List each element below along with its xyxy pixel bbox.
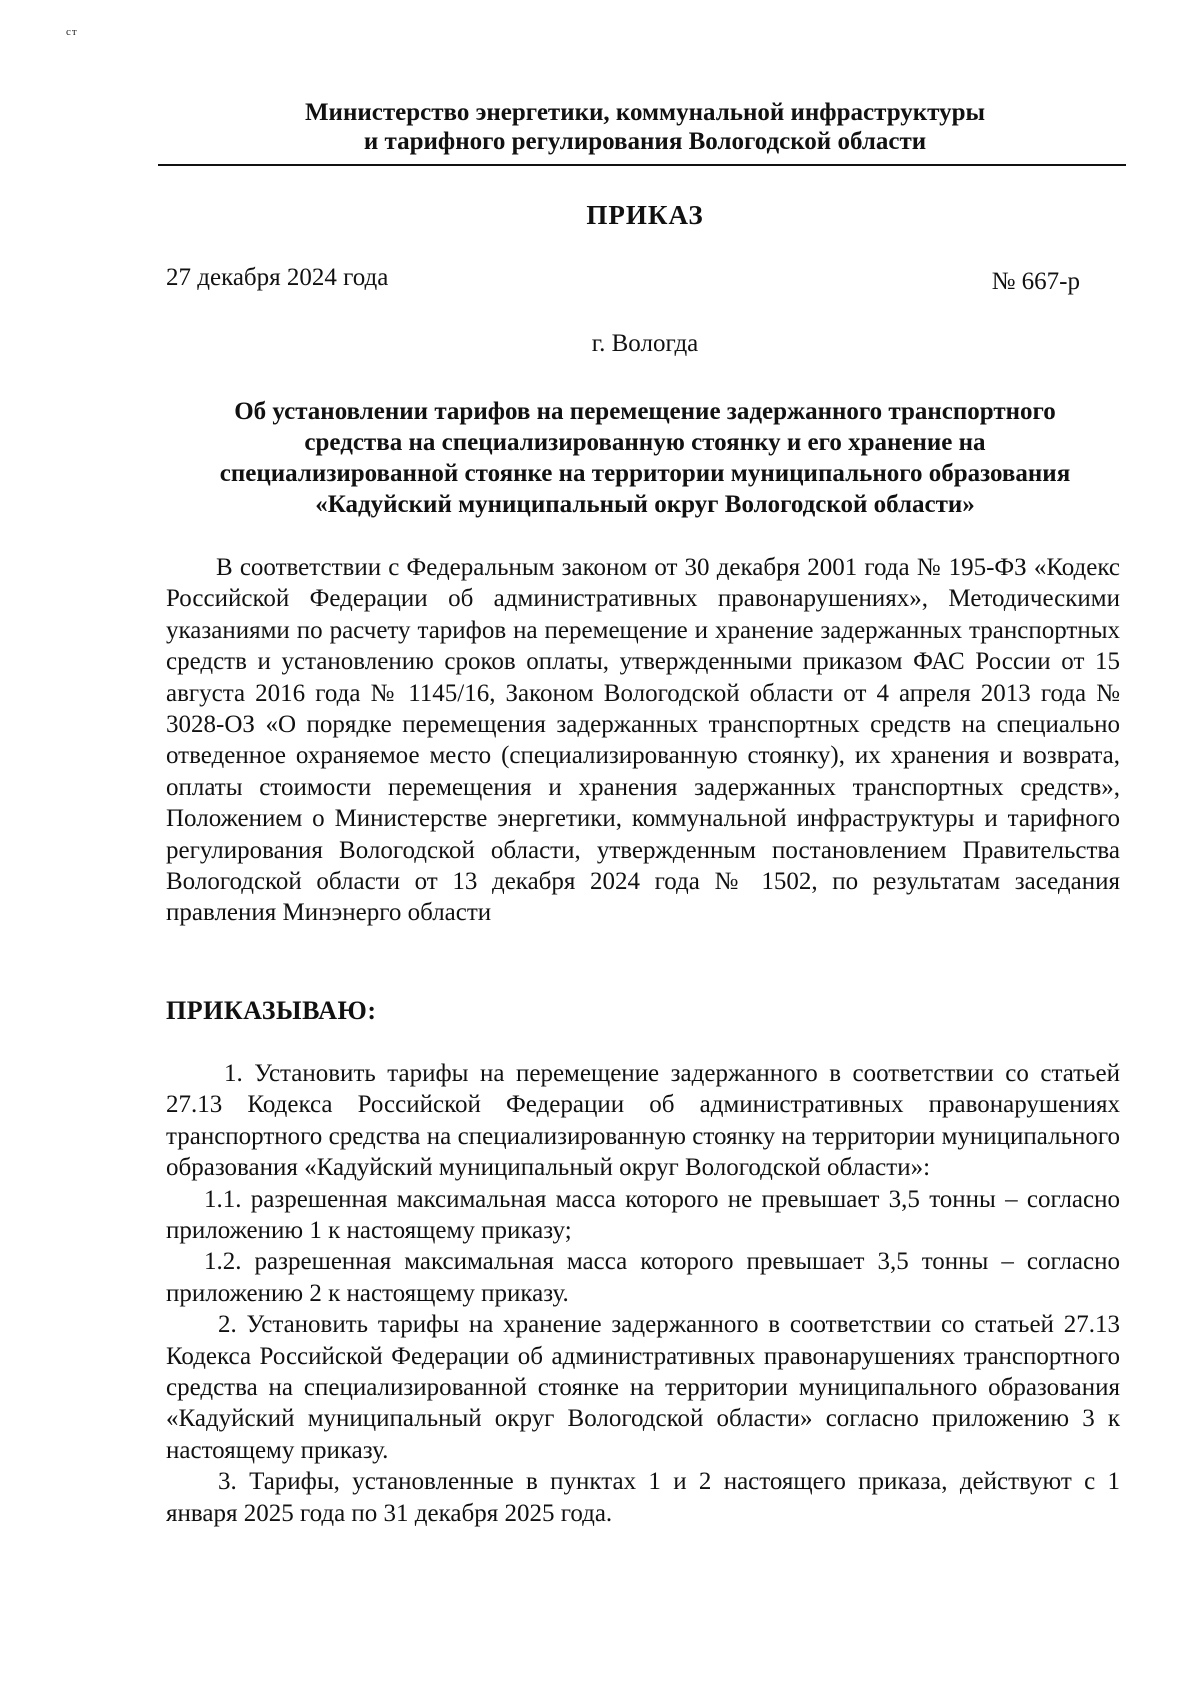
order-title-line-1: Об установлении тарифов на перемещение задержанного транспортного	[234, 398, 1056, 425]
order-item-1-1: 1.1. разрешенная максимальная масса которого не превышает 3,5 тонны – согласно приложению 1 к настоящему приказу;	[166, 1185, 1120, 1245]
order-items	[166, 1058, 1120, 1529]
ministry-name-line-1: Министерство энергетики, коммунальной инфраструктуры	[304, 99, 986, 126]
order-directive: ПРИКАЗЫВАЮ:	[166, 996, 377, 1025]
corner-mark: ст	[66, 26, 78, 38]
order-number: № 667-р	[991, 268, 1080, 295]
preamble	[166, 552, 1120, 929]
order-title-line-3: специализированной стоянке на территории муниципального образования	[219, 460, 1071, 487]
document-type: ПРИКАЗ	[586, 200, 704, 230]
order-title-line-2: средства на специализированную стоянку и его хранение на	[304, 429, 986, 456]
ministry-name	[160, 98, 1130, 156]
order-item-1: 1. Установить тарифы на перемещение задержанного в соответствии со статьей 27.13 Кодекса Российской Федерации об административных правонарушениях транспортного средства на специализированную стоянку на территории муниципального образования «Кадуйский муниципальный округ Вологодской области»:	[166, 1060, 1120, 1182]
preamble-paragraph: В соответствии с Федеральным законом от 30 декабря 2001 года № 195-ФЗ «Кодекс Российской Федерации об административных правонарушениях», Методическими указаниями по расчету тарифов на перемещение и хранение задержанных транспортных средств и установлению сроков оплаты, утвержденными приказом ФАС России от 15 августа 2016 года № 1145/16, Законом Вологодской области от 4 апреля 2013 года № 3028-ОЗ «О порядке перемещения задержанных транспортных средств на специально отведенное охраняемое место (специализированную стоянку), их хранения и возврата, оплаты стоимости перемещения и хранения задержанных транспортных средств», Положением о Министерстве энергетики, коммунальной инфраструктуры и тарифного регулирования Вологодской области, утвержденным постановлением Правительства Вологодской области от 13 декабря 2024 года № 1502, по результатам заседания правления Минэнерго области	[166, 554, 1120, 927]
order-city: г. Вологда	[591, 330, 699, 357]
order-date: 27 декабря 2024 года	[166, 264, 389, 291]
header-divider	[158, 164, 1126, 166]
order-item-1-2: 1.2. разрешенная максимальная масса которого превышает 3,5 тонны – согласно приложению 2 к настоящему приказу.	[166, 1248, 1120, 1307]
order-title-line-4: «Кадуйский муниципальный округ Вологодской области»	[315, 491, 975, 518]
order-item-3: 3. Тарифы, установленные в пунктах 1 и 2 настоящего приказа, действуют с 1 января 2025 года по 31 декабря 2025 года.	[166, 1468, 1120, 1527]
ministry-name-line-2: и тарифного регулирования Вологодской области	[363, 128, 927, 155]
order-item-2: 2. Установить тарифы на хранение задержанного в соответствии со статьей 27.13 Кодекса Российской Федерации об административных правонарушениях транспортного средства на специализированной стоянке на территории муниципального образования «Кадуйский муниципальный округ Вологодской области» согласно приложению 3 к настоящему приказу.	[166, 1311, 1120, 1464]
order-title	[160, 396, 1130, 520]
